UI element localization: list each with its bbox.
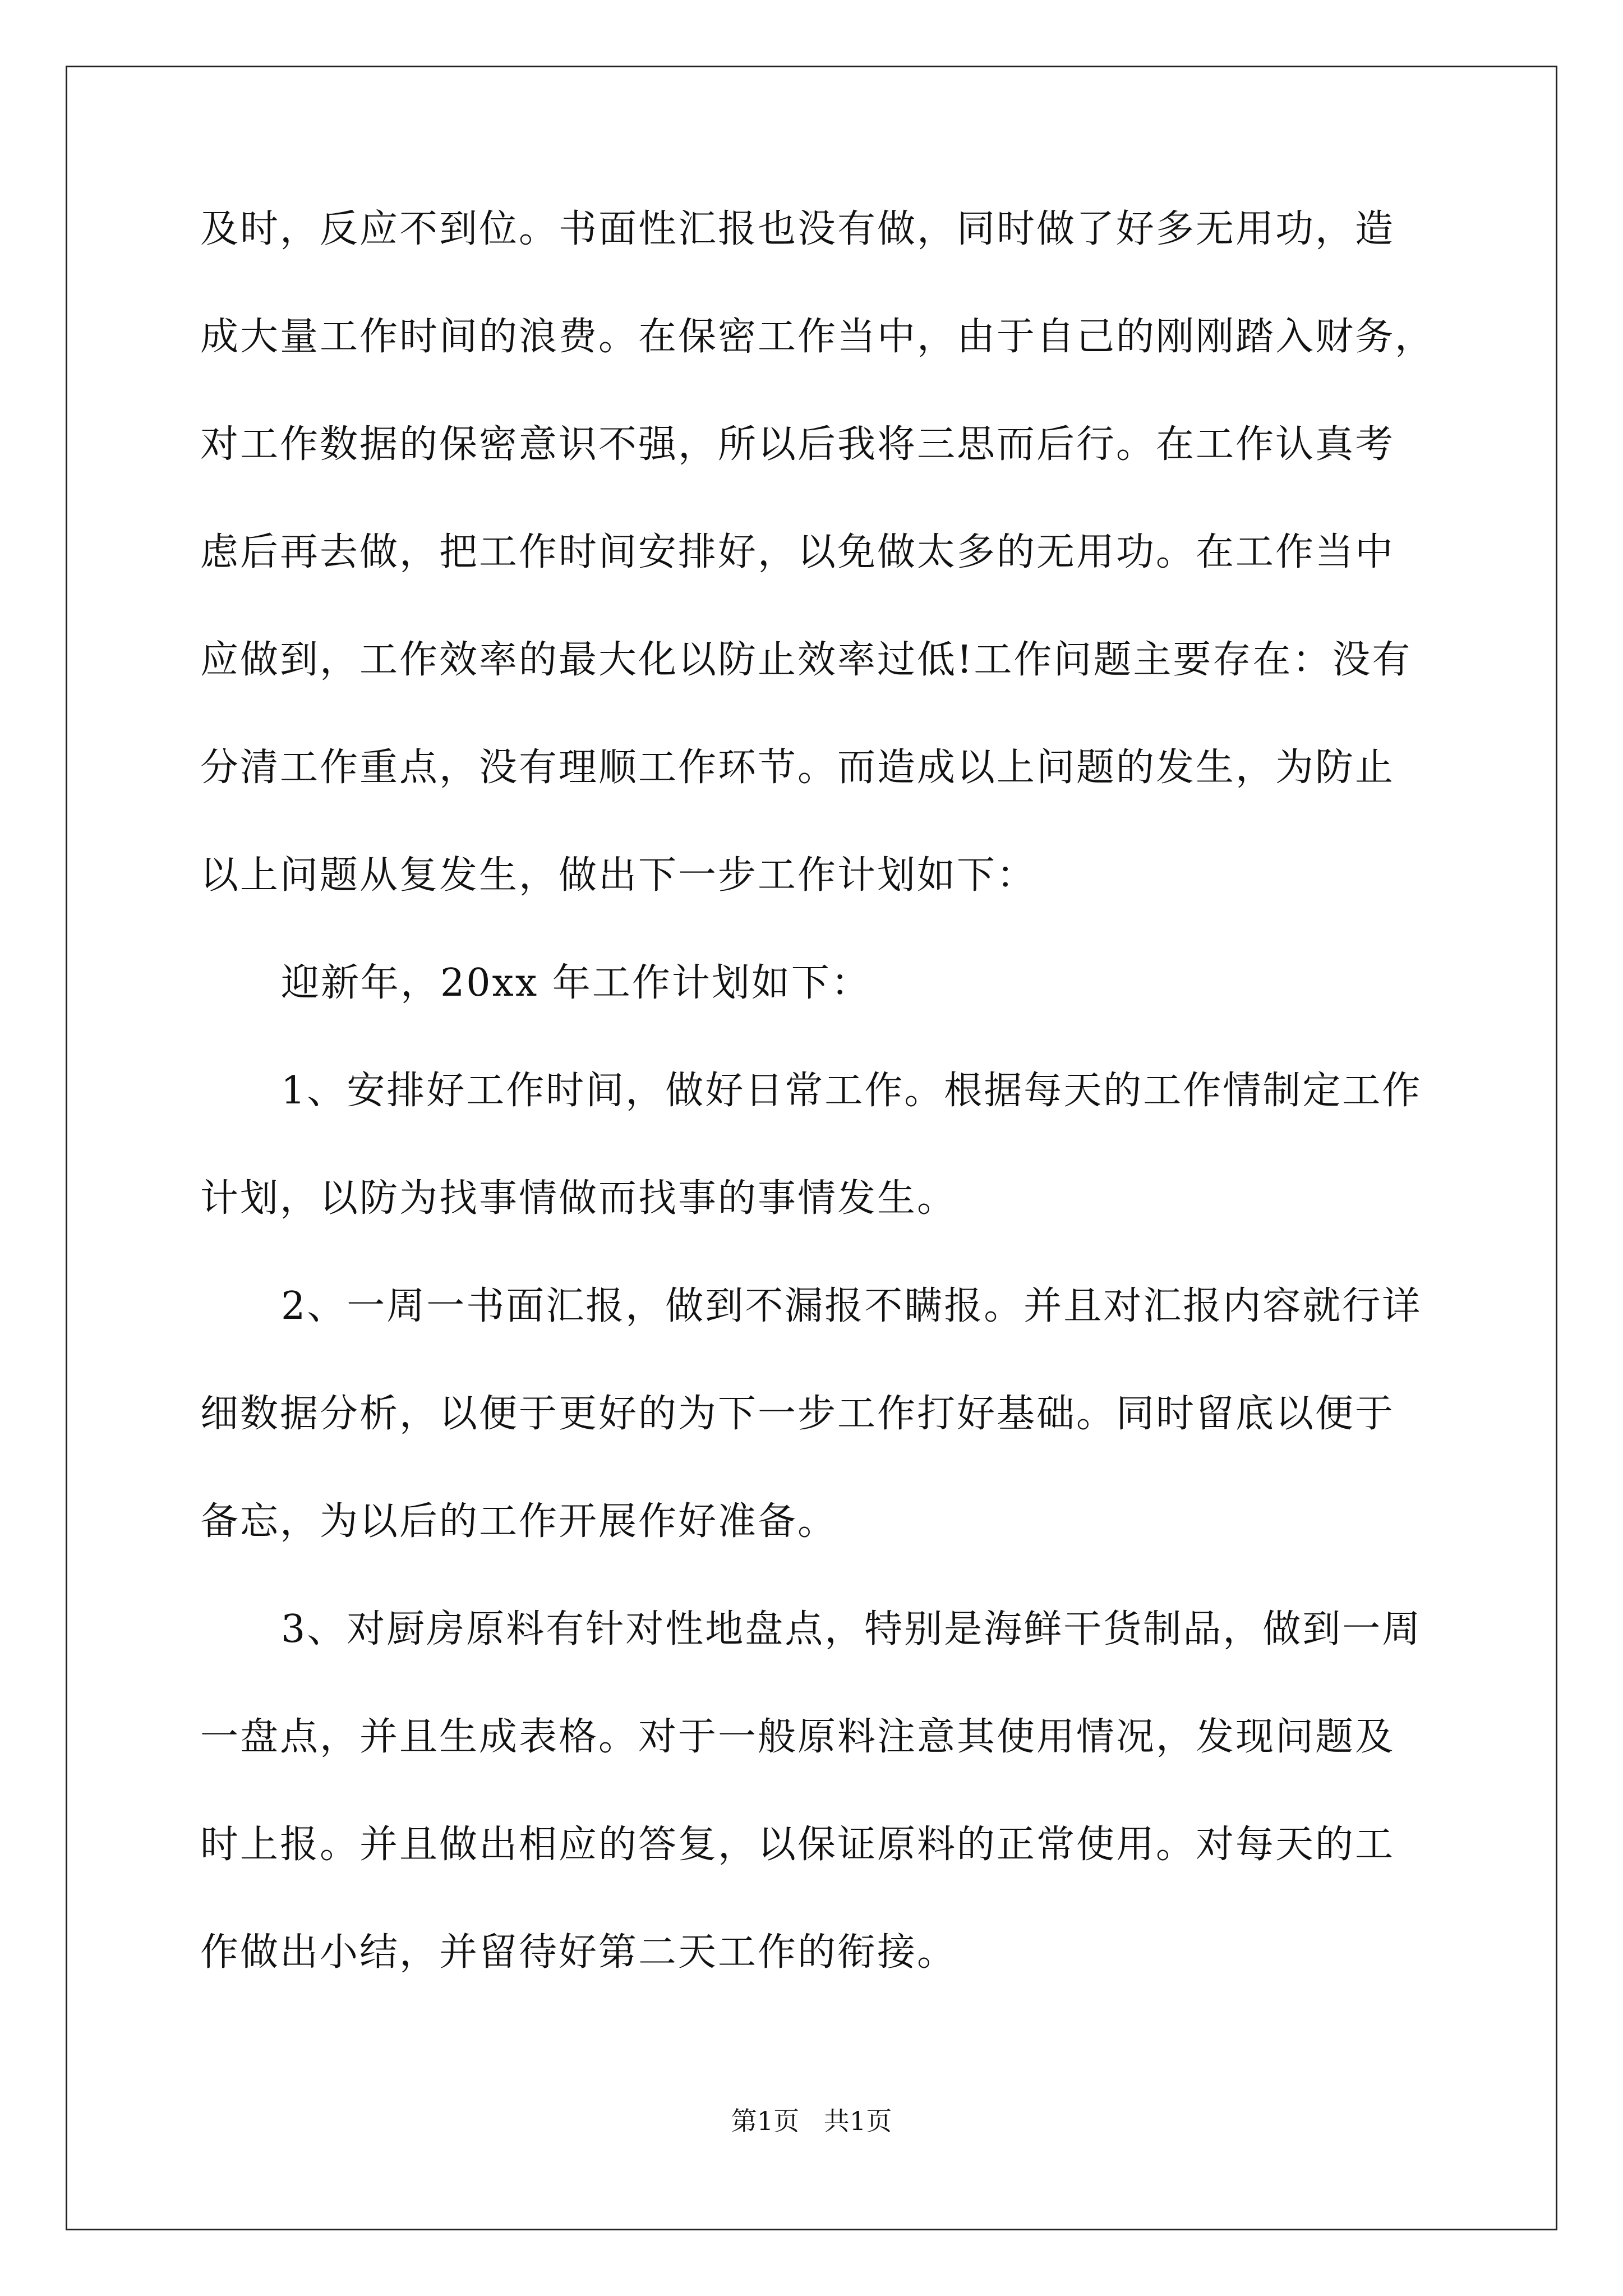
text-line: 备忘，为以后的工作开展作好准备。 — [200, 1499, 838, 1544]
text-line: 3、对厨房原料有针对性地盘点，特别是海鲜干货制品，做到一周 — [281, 1607, 1422, 1651]
text-line: 计划，以防为找事情做而找事的事情发生。 — [200, 1176, 957, 1221]
text-line: 一盘点，并且生成表格。对于一般原料注意其使用情况，发现问题及 — [200, 1715, 1395, 1759]
text-line: 迎新年，20xx 年工作计划如下： — [281, 961, 871, 1005]
document-body — [200, 207, 1435, 2041]
text-line: 2、一周一书面汇报，做到不漏报不瞒报。并且对汇报内容就行详 — [281, 1284, 1422, 1328]
text-line: 细数据分析，以便于更好的为下一步工作打好基础。同时留底以便于 — [200, 1392, 1395, 1436]
text-line: 对工作数据的保密意识不强，所以后我将三思而后行。在工作认真考 — [200, 422, 1395, 467]
page-footer: 第1页 共1页 — [731, 2106, 892, 2136]
text-line: 分清工作重点，没有理顺工作环节。而造成以上问题的发生，为防止 — [200, 746, 1395, 790]
text-line: 作做出小结，并留待好第二天工作的衔接。 — [200, 1930, 957, 1975]
text-line: 时上报。并且做出相应的答复，以保证原料的正常使用。对每天的工 — [200, 1823, 1395, 1867]
text-line: 及时，反应不到位。书面性汇报也没有做，同时做了好多无用功，造 — [200, 207, 1395, 251]
text-line: 应做到，工作效率的最大化以防止效率过低!工作问题主要存在：没有 — [200, 638, 1412, 682]
text-line: 以上问题从复发生，做出下一步工作计划如下： — [200, 853, 1037, 898]
text-line: 成大量工作时间的浪费。在保密工作当中，由于自己的刚刚踏入财务， — [200, 315, 1435, 359]
text-line: 虑后再去做，把工作时间安排好，以免做太多的无用功。在工作当中 — [200, 530, 1395, 574]
text-line: 1、安排好工作时间，做好日常工作。根据每天的工作情制定工作 — [281, 1069, 1422, 1113]
